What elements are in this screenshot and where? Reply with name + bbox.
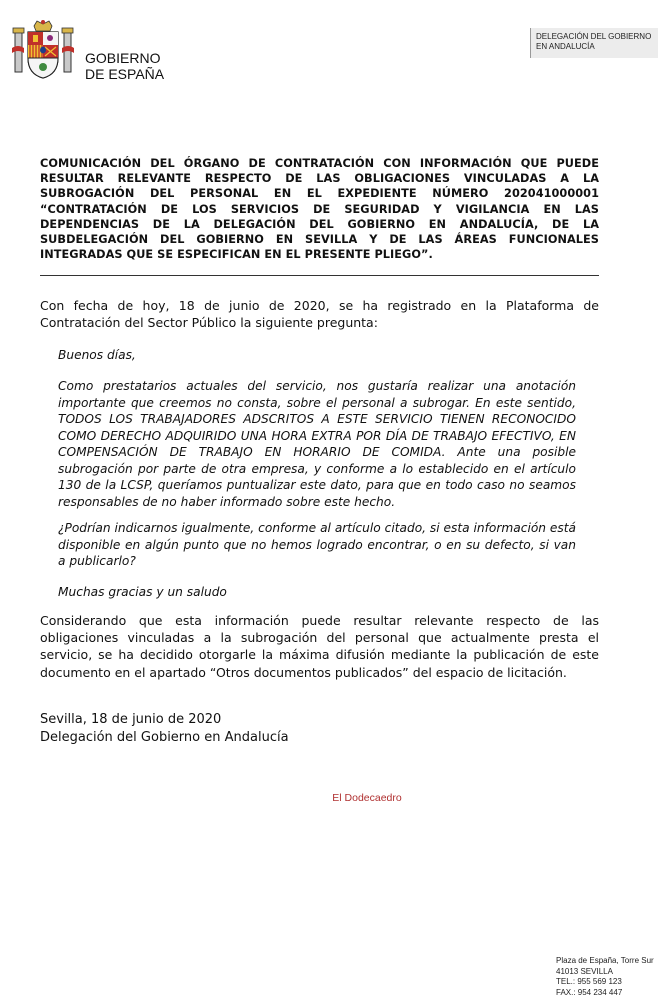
government-name-line1: GOBIERNO [85, 50, 161, 66]
government-name-line2: DE ESPAÑA [85, 66, 165, 82]
coat-of-arms-icon [10, 18, 76, 84]
government-name [85, 50, 164, 82]
watermark-text: El Dodecaedro [332, 792, 402, 804]
title-divider [40, 275, 599, 276]
footer-address-line2: 41013 SEVILLA [556, 966, 613, 976]
footer-address-line1: Plaza de España, Torre Sur [556, 956, 654, 965]
delegation-line2: EN ANDALUCÍA [536, 42, 595, 51]
question-body: Como prestatarios actuales del servicio, nos gustaría realizar una anotación importante que creemos no consta, sobre el personal a subrogar. En este sentido, TODOS LOS TRABAJADORES ADSCRITOS A ESTE SERVICIO TIENEN RECONOCIDO COMO DERECHO ADQUIRIDO UNA HORA EXTRA POR DÍA DE TRABAJO EFECTIVO, EN COMPENSACIÓN DE TRABAJO EN HORARIO DE COMIDA. Ante una posible subrogación por parte de otra empresa, y conforme a lo establecido en el artículo 130 de la LCSP, queríamos puntualizar este dato, para que en todo caso no seamos responsables de no haber informado sobre este hecho. [58, 379, 576, 509]
place-date: Sevilla, 18 de junio de 2020 [40, 712, 222, 727]
intro-paragraph: Con fecha de hoy, 18 de junio de 2020, se ha registrado en la Plataforma de Contratación del Sector Público la siguiente pregunta: [40, 298, 599, 331]
footer-fax: FAX.: 954 234 447 [556, 987, 623, 997]
question-greeting: Buenos días, [58, 348, 136, 362]
delegation-line1: DELEGACIÓN DEL GOBIERNO [536, 32, 652, 41]
question-followup: ¿Podrían indicarnos igualmente, conforme al artículo citado, si esta información está disponible en algún punto que no hemos logrado encontrar, o en su defecto, si van a publicarlo? [58, 521, 576, 568]
conclusion-paragraph: Considerando que esta información puede resultar relevante respecto de las obligaciones vinculadas a la subrogación del personal que actualmente presta el servicio, se ha decidido otorgarle la máxima difusión mediante la publicación de este documento en el apartado “Otros documentos publicados” del espacio de licitación. [40, 613, 599, 680]
delegation-header-box [530, 28, 658, 58]
signatory: Delegación del Gobierno en Andalucía [40, 730, 289, 745]
document-title: COMUNICACIÓN DEL ÓRGANO DE CONTRATACIÓN CON INFORMACIÓN QUE PUEDE RESULTAR RELEVANTE RESPECTO DE LAS OBLIGACIONES VINCULADAS A LA SUBROGACIÓN DEL PERSONAL EN EL EXPEDIENTE NÚMERO 202041000001 “CONTRATACIÓN DE LOS SERVICIOS DE SEGURIDAD Y VIGILANCIA EN LAS DEPENDENCIAS DE LA DELEGACIÓN DEL GOBIERNO EN ANDALUCÍA, DE LA SUBDELEGACIÓN DEL GOBIERNO EN SEVILLA Y DE LAS ÁREAS FUNCIONALES INTEGRADAS QUE SE ESPECIFICAN EN EL PRESENTE PLIEGO”. [40, 157, 599, 262]
footer-tel: TEL.: 955 569 123 [556, 977, 622, 986]
footer-address [556, 956, 654, 998]
question-closing: Muchas gracias y un saludo [58, 585, 227, 599]
